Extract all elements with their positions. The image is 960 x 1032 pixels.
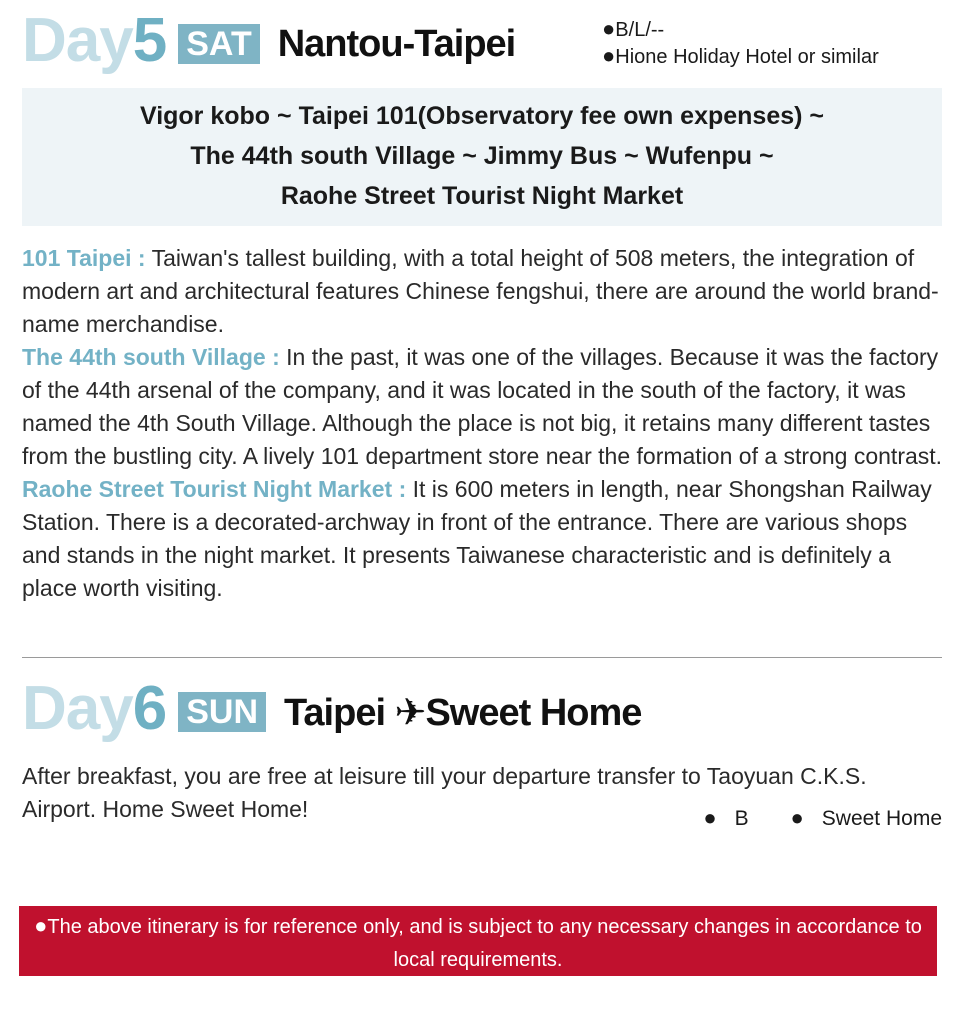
bullet-icon: ●: [34, 913, 48, 938]
day6-meals: ● B: [703, 805, 749, 830]
day5-meal-info: [602, 16, 879, 70]
day6-description: After breakfast, you are free at leisure till your departure transfer to Taoyuan C.K.S. Airport. Home Sweet Home!: [22, 763, 867, 822]
bullet-icon: ●: [703, 805, 717, 830]
day6-label: Day6: [22, 674, 167, 743]
day5-highlights: [22, 88, 942, 226]
day5-header: [22, 6, 516, 75]
airplane-icon: ✈: [394, 691, 426, 734]
day6-hotel: ● Sweet Home: [790, 805, 942, 830]
day6-route: Taipei ✈Sweet Home: [284, 691, 642, 734]
description-44th-village: The 44th south Village : In the past, it was one of the villages. Because it was the factory of the 44th arsenal of the company, and it was located in the south of the factory, it was named the 4th South Village. Although the place is not big, it retains many different tastes from the bustling city. A lively 101 department store near the formation of a strong contrast.: [22, 344, 943, 469]
day6-weekday-badge: SUN: [178, 692, 266, 732]
bullet-icon: ●: [790, 805, 804, 830]
day5-route: Nantou-Taipei: [277, 22, 516, 65]
itinerary-notice: ●The above itinerary is for reference only, and is subject to any necessary changes in accordance to local requirements.: [19, 906, 937, 976]
day5-label: Day5: [22, 6, 167, 75]
bullet-icon: ●: [602, 43, 616, 68]
day5-weekday-badge: SAT: [178, 24, 259, 64]
day5-descriptions: [22, 242, 944, 605]
highlight-line: The 44th south Village ~ Jimmy Bus ~ Wufenpu ~: [190, 142, 774, 170]
description-raohe-market: Raohe Street Tourist Night Market : It is 600 meters in length, near Shongshan Railway Station. There is a decorated-archway in front of the entrance. There are various shops and stands in the night market. It presents Taiwanese characteristic and is definitely a place worth visiting.: [22, 476, 932, 601]
day5-hotel: ●Hione Holiday Hotel or similar: [602, 43, 879, 68]
section-divider: [22, 657, 942, 658]
highlight-line: Vigor kobo ~ Taipei 101(Observatory fee own expenses) ~: [139, 102, 825, 130]
day6-header: [22, 674, 642, 743]
day6-meal-info: [667, 805, 942, 831]
highlight-line: Raohe Street Tourist Night Market: [280, 182, 684, 210]
description-taipei-101: 101 Taipei : Taiwan's tallest building, with a total height of 508 meters, the integration of modern art and architectural features Chinese fengshui, there are around the world brand-name merchandise.: [22, 245, 939, 337]
day5-meals: ●B/L/--: [602, 16, 665, 41]
bullet-icon: ●: [602, 16, 616, 41]
